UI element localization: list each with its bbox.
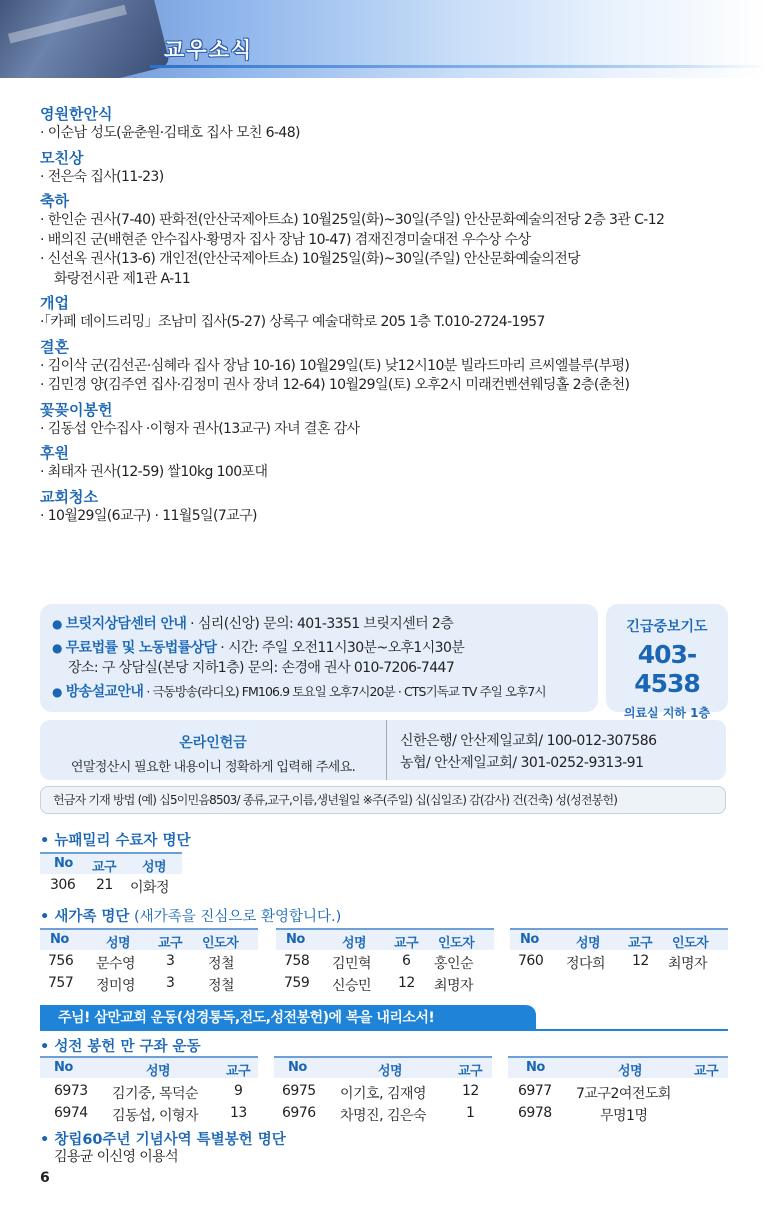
legal-place: 장소: 구 상담실(본당 지하1층) 문의: 손경애 권사 010-7206-7447 [68, 660, 455, 676]
prayer-number: 403-4538 [634, 640, 700, 698]
table-row [40, 950, 258, 972]
column-header: No [526, 1060, 545, 1075]
column-header: 교구 [158, 936, 183, 951]
counsel-info [52, 612, 586, 636]
cell-district: 1 [466, 1105, 475, 1121]
counsel-text: · 심리(신앙) 문의: 401-3351 브릿지센터 2층 [186, 616, 454, 632]
table-header [276, 928, 494, 950]
column-header: 성명 [576, 936, 601, 951]
cell-guide: 최명자 [668, 956, 708, 972]
table-row [274, 1102, 492, 1124]
table-row [508, 1102, 728, 1124]
header-underline [150, 65, 768, 68]
news-section [40, 443, 740, 483]
online-offering-desc: 연말정산시 필요한 내용이니 정확하게 입력해 주세요. [70, 760, 356, 775]
news-section [40, 487, 740, 527]
cell-no: 6978 [518, 1105, 552, 1121]
column-header: 성명 [146, 1064, 171, 1079]
newfamily-subtitle: (새가족을 진심으로 환영합니다.) [129, 909, 342, 925]
broadcast-info [52, 680, 586, 704]
cell-no: 6975 [282, 1083, 316, 1099]
prayer-location: 의료실 지하 1층 [623, 706, 711, 720]
cell-name: 김민혁 [332, 956, 372, 972]
legal-label: 무료법률 및 노동법률상담 [65, 640, 217, 656]
bullet-icon: ● [52, 617, 62, 631]
newfamily-title [40, 905, 341, 926]
section-title: 모친상 [40, 148, 84, 167]
divider [386, 720, 387, 780]
news-section [40, 400, 740, 440]
bank-account: 신한은행/ 안산제일교회/ 100-012-307586 [400, 733, 657, 749]
offering-table-3 [508, 1056, 728, 1124]
news-line: ·「카페 데이드리밍」조남미 집사(5-27) 상록구 예술대학로 205 1층 T.010-2724-1957 [40, 314, 545, 330]
cell-no: 6977 [518, 1083, 552, 1099]
cell-district: 12 [398, 975, 415, 991]
column-header: 성명 [618, 1064, 643, 1079]
table-row [276, 972, 494, 994]
bullet-icon: ● [52, 641, 62, 655]
table-row [40, 972, 258, 994]
cell-district: 3 [166, 953, 175, 969]
news-line: · 김동섭 안수집사 ·이형자 권사(13교구) 자녀 결혼 감사 [40, 420, 360, 437]
column-header: No [54, 856, 73, 871]
cell-name: 무명1명 [600, 1108, 648, 1124]
column-header: 교구 [226, 1064, 251, 1079]
news-line: · 최태자 권사(12-59) 쌀10kg 100포대 [40, 464, 268, 480]
cell-district: 13 [230, 1105, 247, 1121]
column-header: 성명 [342, 936, 367, 951]
cell-name: 7교구2여전도회 [576, 1086, 671, 1102]
news-section [40, 104, 740, 144]
broadcast-label: 방송설교안내 [65, 684, 144, 700]
cell-name: 정미영 [96, 978, 136, 994]
offering-title: • 성전 봉헌 만 구좌 운동 [40, 1039, 201, 1055]
news-section [40, 148, 740, 188]
news-line: · 김민경 양(김주연 집사·김정미 권사 장녀 12-64) 10월29일(토) 오후2시 미래컨벤션웨딩홀 2층(춘천) [40, 377, 630, 393]
cell-name: 정다희 [566, 956, 606, 972]
newfamily-table-3 [510, 928, 728, 972]
cell-no: 756 [48, 953, 74, 969]
news-line: · 김이삭 군(김선곤·심혜라 집사 장남 10-16) 10월29일(토) 낮12시10분 빌라드마리 르씨엘블루(부평) [40, 357, 630, 374]
table-row [508, 1080, 728, 1102]
prayer-title: 긴급중보기도 [626, 619, 708, 635]
newfamily-table-2 [276, 928, 494, 994]
offering-table-2 [274, 1056, 492, 1124]
cell-name: 이기호, 김재영 [340, 1086, 427, 1102]
prayer-box [606, 604, 728, 720]
cell-district: 12 [632, 953, 649, 969]
cell-no: 306 [50, 877, 76, 893]
table-row [276, 950, 494, 972]
column-header: No [54, 1060, 73, 1075]
page-number: 6 [40, 1170, 50, 1186]
column-header: 교구 [628, 936, 653, 951]
column-header: 교구 [458, 1064, 483, 1079]
table-header [40, 928, 258, 950]
table-row [40, 1102, 258, 1124]
page-title: 교우소식 [164, 38, 254, 62]
table-header [40, 1056, 258, 1078]
cell-guide: 정철 [208, 978, 235, 994]
church-news [40, 100, 740, 526]
section-title: 결혼 [40, 337, 69, 356]
column-header: No [286, 932, 305, 947]
counsel-label: 브릿지상담센터 안내 [65, 616, 187, 632]
cell-name: 김동섭, 이형자 [112, 1108, 199, 1124]
column-header: 성명 [142, 860, 167, 875]
news-line: · 신선옥 권사(13-6) 개인전(안산국제아트쇼) 10월25일(화)~30일(주일) 안산문화예술의전당 [40, 251, 581, 267]
bank-account: 농협/ 안산제일교회/ 301-0252-9313-91 [400, 755, 644, 771]
column-header: No [288, 1060, 307, 1075]
table-row [40, 1080, 258, 1102]
anniversary-names: 김용균 이신영 이용석 [54, 1149, 179, 1165]
bullet-icon: ● [52, 685, 62, 699]
motto-underline [40, 1029, 728, 1031]
cell-guide: 홍인순 [434, 956, 474, 972]
news-line: · 10월29일(6교구) · 11월5일(7교구) [40, 507, 257, 524]
header-banner [0, 0, 768, 78]
cell-district: 3 [166, 975, 175, 991]
news-line: 화랑전시관 제1관 A-11 [54, 270, 191, 287]
section-title: 후원 [40, 444, 69, 462]
section-title: 꽃꽂이봉헌 [40, 400, 113, 419]
table-header [40, 852, 182, 874]
online-offering-title: 온라인헌금 [179, 735, 247, 751]
cell-district: 12 [462, 1083, 479, 1099]
table-header [508, 1056, 728, 1078]
cell-district: 6 [402, 953, 411, 969]
table-header [274, 1056, 492, 1078]
news-line: · 한인순 권사(7-40) 판화전(안산국제아트쇼) 10월25일(화)~30일(주일) 안산문화예술의전당 2층 3관 C-12 [40, 212, 665, 228]
cell-district: 9 [234, 1083, 243, 1099]
column-header: 성명 [106, 936, 131, 951]
cell-name: 이화정 [130, 880, 170, 896]
news-line: · 이순남 성도(윤춘원·김태호 집사 모친 6-48) [40, 125, 300, 141]
column-header: 인도자 [672, 936, 709, 951]
bank-accounts [400, 730, 657, 774]
news-section [40, 337, 740, 396]
news-line: · 전은숙 집사(11-23) [40, 168, 164, 185]
column-header: 인도자 [202, 936, 239, 951]
news-section [40, 293, 740, 333]
column-header: 인도자 [438, 936, 475, 951]
section-title: 교회청소 [40, 487, 98, 506]
cell-no: 6973 [54, 1083, 88, 1099]
cell-no: 759 [284, 975, 310, 991]
cell-no: 758 [284, 953, 310, 969]
section-title: 영원한안식 [40, 105, 113, 123]
cell-name: 문수영 [96, 956, 136, 972]
cell-guide: 최명자 [434, 978, 474, 994]
table-row [40, 874, 182, 896]
column-header: No [520, 932, 539, 947]
table-row [510, 950, 728, 972]
cell-no: 6976 [282, 1105, 316, 1121]
cell-no: 757 [48, 975, 74, 991]
section-title: 개업 [40, 294, 69, 312]
cell-guide: 정철 [208, 956, 235, 972]
anniversary-title: • 창립60주년 기념사역 특별봉헌 명단 [40, 1132, 286, 1148]
cell-name: 신승민 [332, 978, 372, 994]
motto-banner: 주님! 삼만교회 운동(성경통독,전도,성전봉헌)에 복을 내리소서! [40, 1005, 536, 1031]
column-header: 성명 [378, 1064, 403, 1079]
newfamily-grad-title: • 뉴패밀리 수료자 명단 [40, 833, 191, 849]
offering-method: 헌금자 기재 방법 (예) 십5이민음8503/ 종류,교구,이름,생년월일 ※주(주일) 십(십일조) 감(감사) 건(건축) 성(성전봉헌) [40, 786, 726, 814]
cell-name: 김기중, 목덕순 [112, 1086, 199, 1102]
newfamily-grad-table [40, 852, 182, 896]
table-row [274, 1080, 492, 1102]
column-header: No [50, 932, 69, 947]
section-title: 축하 [40, 192, 69, 210]
news-section [40, 191, 740, 289]
column-header: 교구 [92, 860, 117, 875]
table-header [510, 928, 728, 950]
broadcast-text: · 극동방송(라디오) FM106.9 토요일 오후7시20분 · CTS기독교 TV 주일 오후7시 [143, 684, 546, 699]
credit-card-image [0, 0, 170, 78]
news-line: · 배의진 군(배현준 안수집사·황명자 집사 장남 10-47) 겸재진경미술대전 우수상 수상 [40, 231, 531, 248]
online-offering-box [40, 720, 726, 780]
online-offering-info [40, 720, 386, 780]
newfamily-title-text: • 새가족 명단 [40, 909, 130, 925]
column-header: 교구 [394, 936, 419, 951]
legal-text: · 시간: 주일 오전11시30분~오후1시30분 [216, 640, 465, 656]
column-header: 교구 [694, 1064, 719, 1079]
cell-no: 6974 [54, 1105, 88, 1121]
cell-name: 차명진, 김은숙 [340, 1108, 427, 1124]
info-box [40, 604, 598, 712]
cell-district: 21 [96, 877, 113, 893]
newfamily-table-1 [40, 928, 258, 994]
cell-no: 760 [518, 953, 544, 969]
offering-table-1 [40, 1056, 258, 1124]
